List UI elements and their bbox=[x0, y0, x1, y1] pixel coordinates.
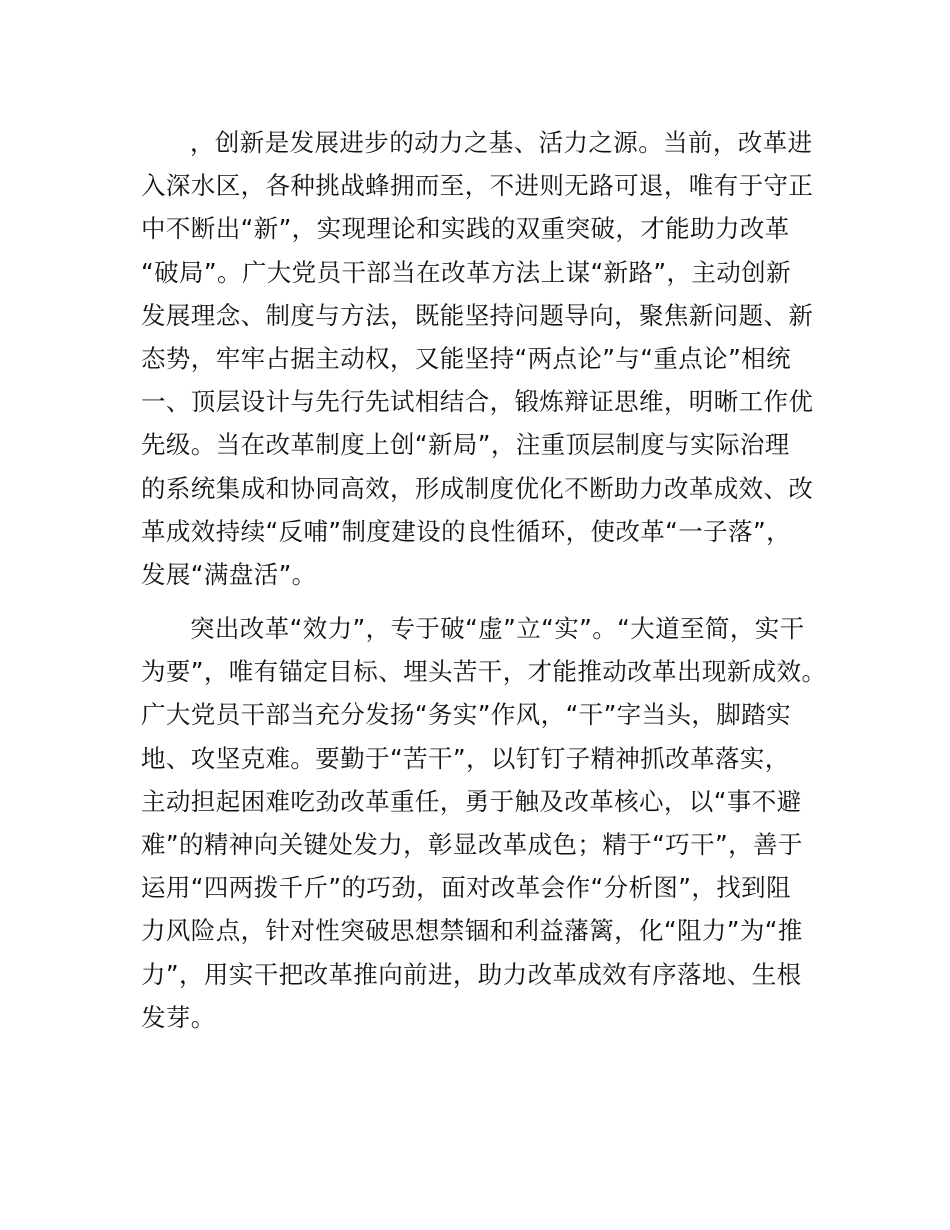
paragraph-innovation bbox=[141, 121, 813, 596]
text-line: 力”，用实干把改革推向前进，助力改革成效有序落地、生根 bbox=[141, 959, 802, 989]
paragraph-effectiveness bbox=[141, 607, 827, 1039]
text-line: 广大党员干部当充分发扬“务实”作风，“干”字当头，脚踏实 bbox=[141, 700, 791, 730]
text-line: 发展“满盘活”。 bbox=[141, 559, 317, 589]
text-line: 主动担起困难吃劲改革重任，勇于触及改革核心，以“事不避 bbox=[141, 786, 802, 816]
text-line: 运用“四两拨千斤”的巧劲，面对改革会作“分析图”，找到阻 bbox=[141, 873, 791, 903]
text-line: 一、顶层设计与先行先试相结合，锻炼辩证思维，明晰工作优 bbox=[141, 387, 814, 417]
text-line: “破局”。广大党员干部当在改革方法上谋“新路”，主动创新 bbox=[141, 257, 791, 287]
text-line: 革成效持续“反哺”制度建设的良性循环，使改革“一子落”， bbox=[141, 516, 791, 546]
text-line: 先级。当在改革制度上创“新局”，注重顶层制度与实际治理 bbox=[141, 430, 790, 460]
text-line: 地、攻坚克难。要勤于“苦干”，以钉钉子精神抓改革落实， bbox=[141, 743, 790, 773]
text-line: 突出改革“效力”，专于破“虚”立“实”。“大道至简，实干 bbox=[190, 614, 805, 644]
text-line: 态势，牢牢占据主动权，又能坚持“两点论”与“重点论”相统 bbox=[141, 343, 791, 373]
text-line: ，创新是发展进步的动力之基、活力之源。当前，改革进 bbox=[190, 128, 813, 157]
text-line: 中不断出“新”，实现理论和实践的双重突破，才能助力改革 bbox=[141, 214, 790, 244]
text-line: 的系统集成和协同高效，形成制度优化不断助力改革成效、改 bbox=[141, 473, 814, 503]
text-line: 难”的精神向关键处发力，彰显改革成色；精于“巧干”，善于 bbox=[141, 830, 803, 859]
text-line: 力风险点，针对性突破思想禁锢和利益藩篱，化“阻力”为“推 bbox=[141, 916, 803, 946]
document-body bbox=[141, 121, 827, 1039]
text-line: 为要”，唯有锚定目标、埋头苦干，才能推动改革出现新成效。 bbox=[141, 657, 827, 687]
text-line: 入深水区，各种挑战蜂拥而至，不进则无路可退，唯有于守正 bbox=[141, 171, 814, 201]
text-line: 发展理念、制度与方法，既能坚持问题导向，聚焦新问题、新 bbox=[141, 300, 814, 330]
text-line: 发芽。 bbox=[141, 1002, 216, 1032]
